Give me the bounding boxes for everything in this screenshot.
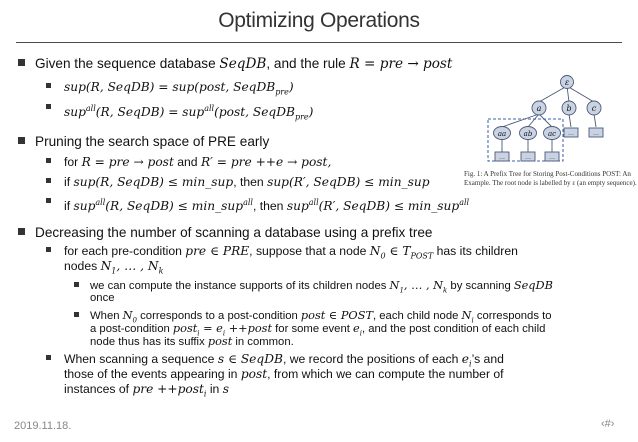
math-subscript: 1 [111, 266, 117, 276]
math-text: s ∈ SeqDB [217, 352, 283, 366]
math-subscript: pre [275, 87, 289, 97]
tree-node-a-label: a [536, 104, 542, 113]
math-subscript: 1 [399, 286, 404, 295]
bullet-text: , then [233, 175, 268, 189]
tree-node-ab-label: ab [523, 130, 533, 138]
math-text: e [461, 352, 470, 366]
math-text: pre ∈ PRE [185, 244, 250, 258]
tree-edge [594, 114, 596, 127]
math-text: sup [73, 199, 96, 214]
math-text: post [172, 322, 198, 335]
math-text: = e [199, 322, 223, 335]
math-text: sup [286, 199, 309, 214]
bullet-text: Given the sequence database [35, 56, 220, 71]
bullet-text: we can compute the instance supports of its children nodes [90, 280, 390, 292]
math-text: sup(R, SeqDB) ≤ min_sup [73, 175, 234, 189]
math-text: N [122, 309, 133, 322]
math-subscript: k [158, 266, 164, 276]
footer-page-number: ‹#› [601, 418, 615, 430]
bullet-text: Pruning the search space of PRE early [35, 134, 270, 149]
figure-caption [464, 170, 638, 187]
math-text: (post, SeqDB [214, 105, 295, 120]
math-subscript: 0 [380, 251, 386, 261]
figure-caption-line: Fig. 1: A Prefix Tree for Storing Post-Conditions POST: An [464, 170, 631, 178]
bullet-text: for each pre-condition [64, 244, 186, 258]
math-subscript: i [469, 359, 472, 369]
bullet-square-icon [46, 198, 51, 203]
bullet-text: , and the post condition of each child [361, 323, 546, 335]
math-subscript: i [197, 329, 200, 338]
bullet-square-icon [46, 178, 51, 183]
bullet-text: , and the rule [266, 56, 350, 71]
math-text: ++post [225, 322, 273, 335]
math-superscript: all [308, 198, 319, 207]
bullet-text: ’s and [471, 352, 504, 366]
bullet-square-icon [46, 83, 51, 88]
bullet-square-icon [46, 104, 51, 109]
bullet-text: a post-condition [90, 323, 173, 335]
tree-node-root-label: ε [564, 78, 570, 87]
math-subscript: POST [410, 251, 434, 261]
bullet-square-icon [18, 137, 25, 144]
bullet-square-icon [46, 158, 51, 163]
math-subscript: k [443, 286, 448, 295]
math-text: SeqDB [513, 279, 553, 292]
bullet-text: for [64, 155, 82, 169]
bullet-square-icon [74, 312, 79, 317]
math-text: N [461, 309, 472, 322]
bullet-text: node thus has its suffix [90, 336, 208, 348]
bullet-text: , we record the positions of each [282, 352, 462, 366]
math-text: sup(R, SeqDB) = sup(post, SeqDB [64, 80, 276, 94]
bullet-text: corresponds to a post-condition [137, 310, 301, 322]
bullet-text: if [64, 175, 74, 189]
tree-node-aa-label: aa [497, 130, 507, 138]
math-text: N [100, 259, 112, 273]
bullet-text: once [90, 292, 115, 304]
bullet-text: When scanning a sequence [64, 352, 218, 366]
math-text: sup(R′, SeqDB) ≤ min_sup [267, 175, 430, 189]
tree-edge [567, 86, 594, 102]
math-superscript: all [204, 104, 215, 113]
tree-ellipsis: … [549, 154, 555, 161]
math-subscript: i [471, 316, 474, 325]
math-subscript: 0 [132, 316, 138, 325]
bullet-text: When [90, 310, 123, 322]
math-rule: R = pre → post [349, 56, 453, 72]
bullet-text: corresponds to [473, 310, 552, 322]
bullet-square-icon [46, 247, 51, 252]
bullet-square-icon [18, 59, 25, 66]
bullet-text: for some event [272, 323, 354, 335]
math-text: N [389, 279, 400, 292]
tree-ellipsis: … [525, 154, 531, 161]
math-seqdb: SeqDB [219, 56, 267, 72]
math-text: ) [308, 105, 314, 120]
bullet-text: by scanning [447, 280, 514, 292]
tree-node-c-label: c [591, 104, 597, 113]
tree-ellipsis: … [568, 130, 574, 137]
bullet-text: in [206, 382, 223, 396]
bullet-text: , each child node [372, 310, 462, 322]
math-text: , … , N [403, 279, 444, 292]
prefix-tree-figure [466, 72, 638, 182]
bullet-text: , from which we can compute the number of [267, 367, 504, 381]
bullet-text: has its children [433, 244, 518, 258]
math-text: R = pre → post [81, 155, 174, 169]
math-subscript: pre [294, 112, 309, 122]
math-text: ) [288, 80, 294, 94]
bullet-text: instances of [64, 382, 133, 396]
slide-title: Optimizing Operations [218, 9, 420, 32]
bullet-text: , suppose that a node [249, 244, 370, 258]
math-text: pre ++post [132, 382, 204, 396]
math-text: , … , N [116, 259, 159, 273]
math-superscript: all [243, 198, 253, 207]
tree-node-ac-label: ac [547, 130, 557, 138]
math-text: ∈ T [385, 244, 411, 258]
math-text: (R′, SeqDB) ≤ min_sup [318, 199, 460, 214]
math-text: post [207, 335, 233, 348]
math-text: (R, SeqDB) = sup [95, 105, 205, 120]
math-superscript: all [85, 104, 96, 113]
tree-edge [569, 114, 571, 127]
math-text: s [222, 382, 229, 396]
tree-edge [539, 114, 552, 127]
bullet-square-icon [46, 355, 51, 360]
tree-edge [539, 86, 567, 102]
math-superscript: all [95, 198, 106, 207]
math-text: R′ = pre ++e → post, [200, 155, 332, 169]
bullet-square-icon [18, 228, 25, 235]
bullet-text: and [173, 155, 201, 169]
tree-ellipsis: … [593, 130, 599, 137]
math-text: (R, SeqDB) ≤ min_sup [105, 199, 244, 214]
bullet-text: those of the events appearing in [64, 367, 241, 381]
footer-date: 2019.11.18. [14, 420, 72, 432]
bullet-text: in common. [232, 336, 294, 348]
bullet-square-icon [74, 282, 79, 287]
tree-ellipsis: … [499, 154, 505, 161]
bullet-text: , then [252, 199, 287, 214]
math-text: post ∈ POST [300, 309, 373, 322]
bullet-text: if [64, 199, 74, 214]
math-subscript: i [222, 329, 226, 338]
math-text: post [240, 367, 268, 381]
bullet-text: nodes [64, 259, 101, 273]
math-subscript: i [203, 389, 207, 399]
math-text: sup [64, 105, 86, 120]
math-subscript: i [359, 329, 362, 338]
tree-node-b-label: b [566, 104, 572, 113]
figure-caption-line: Example. The root node is labelled by ε (an empty sequence). [464, 178, 637, 187]
math-text: N [369, 244, 381, 258]
math-superscript: all [459, 198, 470, 207]
bullet-text: Decreasing the number of scanning a database using a prefix tree [35, 225, 433, 240]
title-divider [16, 42, 622, 43]
math-text: e [353, 322, 360, 335]
